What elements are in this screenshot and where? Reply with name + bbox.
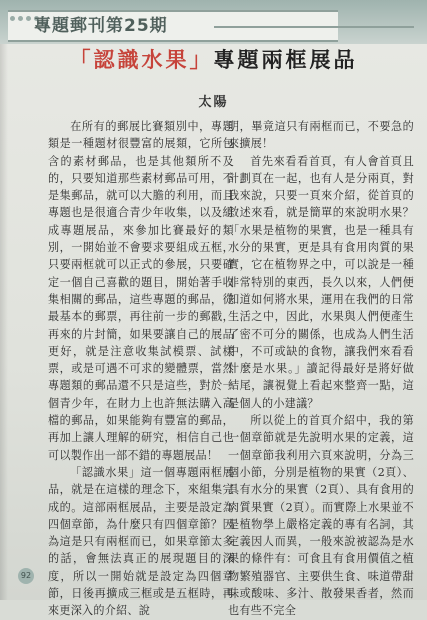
right-paragraph-1: 明，畢竟這只有兩框而已，不要急的來擴展！ <box>228 120 414 151</box>
header-rule <box>214 26 414 28</box>
title-open-quote: 「 <box>69 47 94 72</box>
binding-shadow <box>0 44 8 600</box>
right-paragraph-2: 首先來看看首頁，有人會首頁且計劃頁在一起，也有人是分兩頁，對我來說，只要一頁來介紹，從首頁的敘述來看，就是簡單的來說明水果？「水果是植物的果實，也是一種具有水分的果實，更是具有食用肉質的果實，它在植物界之中，可以說是一種非常特別的東西，長久以來，人們便知道如何將水果，運用在我們的日常生活之中，因此，水果與人們便產生了密不可分的關係，也成為人們生活中，不可或缺的食物，讓我們來看看什麼是水果。」讀記得最好是將好做結尾，讓視覺上看起來整齊一點，這是個人的小建議？ <box>228 154 414 410</box>
left-paragraph-2: 「認識水果」這一個專題兩框展品，就是在這樣的理念下，來組集完成的。這部兩框展品，主要是設定為四個章節，為什麼只有四個章節？因為這是只有兩框而已，如果章節太多的話，會無法真正的展現題目的深度，所以一開始就是設定為四個章節，日後再擴成三框或是五框時，再來更深入的介紹、說 <box>48 465 234 618</box>
running-title: 專題郵刊第25期 <box>34 16 168 36</box>
right-column <box>228 118 414 620</box>
page-number: 92 <box>18 568 34 584</box>
author-name: 太陽 <box>198 95 229 110</box>
right-paragraph-3: 所以從上的首頁介紹中，我的第一個章節就是先說明水果的定義，這一個章節我利用六頁來說明，分為三個小節，分別是植物的果實（2頁）、具有水分的果實（2頁）、具有食用的肉質果實（2頁）。而實際上水果並不是植物學上嚴格定義的專有名詞，其定義因人而異，一般來說被認為是水果的條件有：可食且有食用價值之植物繁殖器官、主要供生食、味道帶甜味或酸味、多汁、散發果香者，然而也有些不完全 <box>228 414 414 618</box>
title-highlight: 認識水果 <box>93 47 190 72</box>
article-title <box>0 44 427 74</box>
title-close-quote: 」 <box>189 47 214 72</box>
left-column <box>48 118 234 620</box>
title-rest: 專題兩框展品 <box>213 47 358 72</box>
left-paragraph-1: 在所有的郵展比賽類別中，專題類是一種題材很豐富的展類，它所包含的素材郵品，也是其他類所不及的，只要知道那些素材郵品可用，不是集郵品，就可以大膽的利用，而且專題也是很適合青少年收集，以及組成專題展品，來參加比賽最好的類別，一開始並不會要求要組成五框，只要兩框就可以正式的參展，只要確定一個自己喜歡的題目，開始著手收集相關的郵品，這些專題的郵品，從最基本的郵票，再往前一步的郵戳，再來的片封簡，如果要讓自己的展品更好，就是注意收集試模票、試樣票，或是可遇不可求的變體票，當然專題類的郵品還不只是這些，對於一個青少年，在財力上也許無法購入高檔的郵品，如果能夠有豐富的郵品，再加上讓人理解的研究，相信自己也可以製作出一部不錯的專題展品！ <box>48 120 234 462</box>
